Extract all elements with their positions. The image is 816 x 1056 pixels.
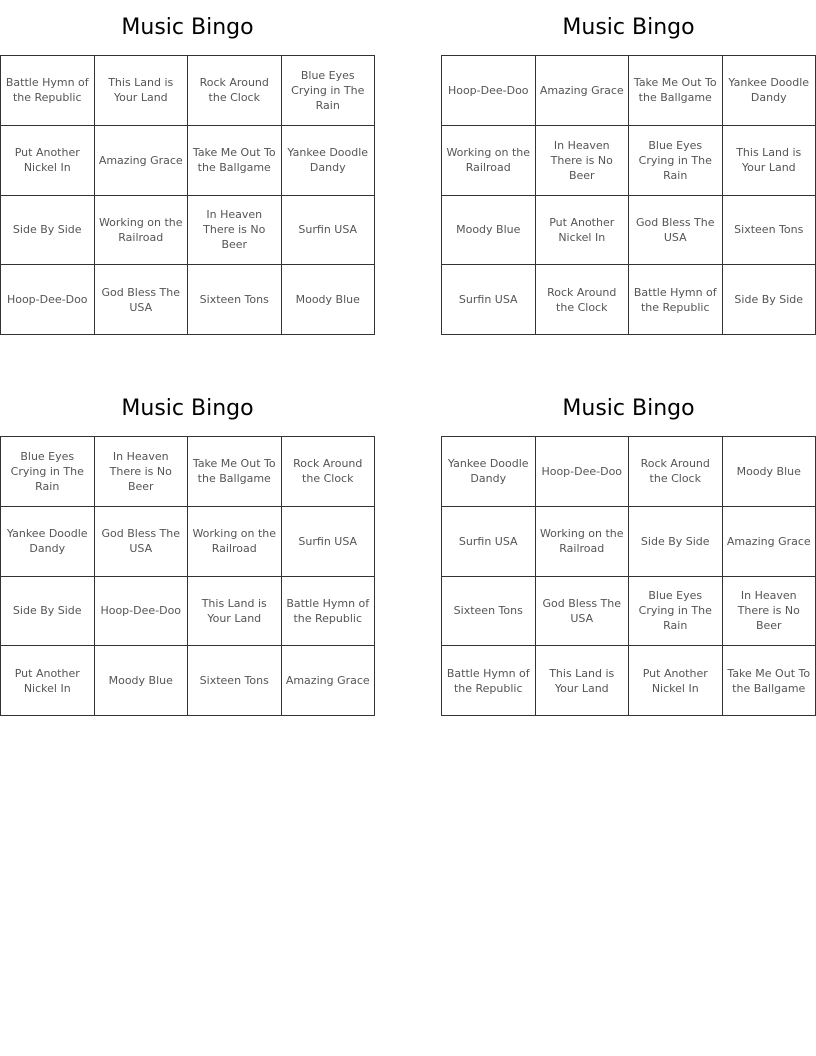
- bingo-cell: Yankee Doodle Dandy: [723, 56, 816, 126]
- bingo-cell: Surfin USA: [442, 507, 536, 577]
- bingo-cell: In Heaven There is No Beer: [536, 126, 630, 196]
- bingo-cell: Moody Blue: [282, 265, 376, 335]
- bingo-cell: Amazing Grace: [95, 126, 189, 196]
- bingo-grid: [0, 55, 375, 335]
- bingo-cell: Working on the Railroad: [188, 507, 282, 577]
- bingo-card-2: [441, 0, 816, 335]
- bingo-cell: Amazing Grace: [536, 56, 630, 126]
- bingo-card-4: [441, 381, 816, 716]
- bingo-cell: Take Me Out To the Ballgame: [188, 437, 282, 507]
- bingo-cell: Hoop-Dee-Doo: [442, 56, 536, 126]
- bingo-cell: Battle Hymn of the Republic: [282, 577, 376, 647]
- bingo-cell: God Bless The USA: [95, 265, 189, 335]
- bingo-cell: Moody Blue: [95, 646, 189, 716]
- bingo-card-3: [0, 381, 375, 716]
- bingo-cell: Hoop-Dee-Doo: [1, 265, 95, 335]
- bingo-cell: Take Me Out To the Ballgame: [629, 56, 723, 126]
- bingo-cell: Take Me Out To the Ballgame: [723, 646, 816, 716]
- bingo-cell: This Land is Your Land: [536, 646, 630, 716]
- bingo-cell: Side By Side: [723, 265, 816, 335]
- bingo-cell: Yankee Doodle Dandy: [282, 126, 376, 196]
- bingo-cell: Side By Side: [629, 507, 723, 577]
- bingo-cell: Take Me Out To the Ballgame: [188, 126, 282, 196]
- bingo-grid: [441, 436, 816, 716]
- bingo-cell: Amazing Grace: [723, 507, 816, 577]
- bingo-cell: Blue Eyes Crying in The Rain: [629, 577, 723, 647]
- bingo-cell: In Heaven There is No Beer: [95, 437, 189, 507]
- bingo-cell: Put Another Nickel In: [629, 646, 723, 716]
- bingo-cell: Side By Side: [1, 577, 95, 647]
- bingo-cell: Sixteen Tons: [188, 646, 282, 716]
- bingo-grid: [441, 55, 816, 335]
- bingo-cell: Working on the Railroad: [442, 126, 536, 196]
- bingo-cell: God Bless The USA: [95, 507, 189, 577]
- bingo-cell: Put Another Nickel In: [536, 196, 630, 266]
- bingo-cell: Amazing Grace: [282, 646, 376, 716]
- bingo-cell: Moody Blue: [723, 437, 816, 507]
- bingo-cell: Sixteen Tons: [442, 577, 536, 647]
- bingo-cell: Battle Hymn of the Republic: [1, 56, 95, 126]
- bingo-cell: Rock Around the Clock: [536, 265, 630, 335]
- bingo-cell: Hoop-Dee-Doo: [536, 437, 630, 507]
- bingo-cell: Yankee Doodle Dandy: [442, 437, 536, 507]
- bingo-cell: Put Another Nickel In: [1, 646, 95, 716]
- bingo-cell: In Heaven There is No Beer: [723, 577, 816, 647]
- bingo-card-1: [0, 0, 375, 335]
- bingo-cell: Working on the Railroad: [95, 196, 189, 266]
- bingo-cell: Surfin USA: [442, 265, 536, 335]
- bingo-cell: Blue Eyes Crying in The Rain: [1, 437, 95, 507]
- bingo-grid: [0, 436, 375, 716]
- bingo-cell: Blue Eyes Crying in The Rain: [282, 56, 376, 126]
- bingo-cell: Battle Hymn of the Republic: [629, 265, 723, 335]
- bingo-cell: Hoop-Dee-Doo: [95, 577, 189, 647]
- bingo-cell: This Land is Your Land: [723, 126, 816, 196]
- bingo-cell: Sixteen Tons: [723, 196, 816, 266]
- card-title: Music Bingo: [121, 396, 254, 421]
- bingo-cell: Yankee Doodle Dandy: [1, 507, 95, 577]
- bingo-cell: In Heaven There is No Beer: [188, 196, 282, 266]
- bingo-cell: This Land is Your Land: [95, 56, 189, 126]
- card-title: Music Bingo: [562, 396, 695, 421]
- bingo-cell: Moody Blue: [442, 196, 536, 266]
- bingo-cell: Rock Around the Clock: [282, 437, 376, 507]
- card-title: Music Bingo: [121, 15, 254, 40]
- bingo-cell: Battle Hymn of the Republic: [442, 646, 536, 716]
- card-title: Music Bingo: [562, 15, 695, 40]
- bingo-cell: This Land is Your Land: [188, 577, 282, 647]
- bingo-cell: God Bless The USA: [629, 196, 723, 266]
- bingo-cell: God Bless The USA: [536, 577, 630, 647]
- bingo-cell: Surfin USA: [282, 507, 376, 577]
- bingo-cell: Side By Side: [1, 196, 95, 266]
- bingo-cell: Put Another Nickel In: [1, 126, 95, 196]
- bingo-cell: Working on the Railroad: [536, 507, 630, 577]
- bingo-cell: Rock Around the Clock: [188, 56, 282, 126]
- bingo-cell: Surfin USA: [282, 196, 376, 266]
- bingo-cell: Blue Eyes Crying in The Rain: [629, 126, 723, 196]
- bingo-cell: Sixteen Tons: [188, 265, 282, 335]
- bingo-cell: Rock Around the Clock: [629, 437, 723, 507]
